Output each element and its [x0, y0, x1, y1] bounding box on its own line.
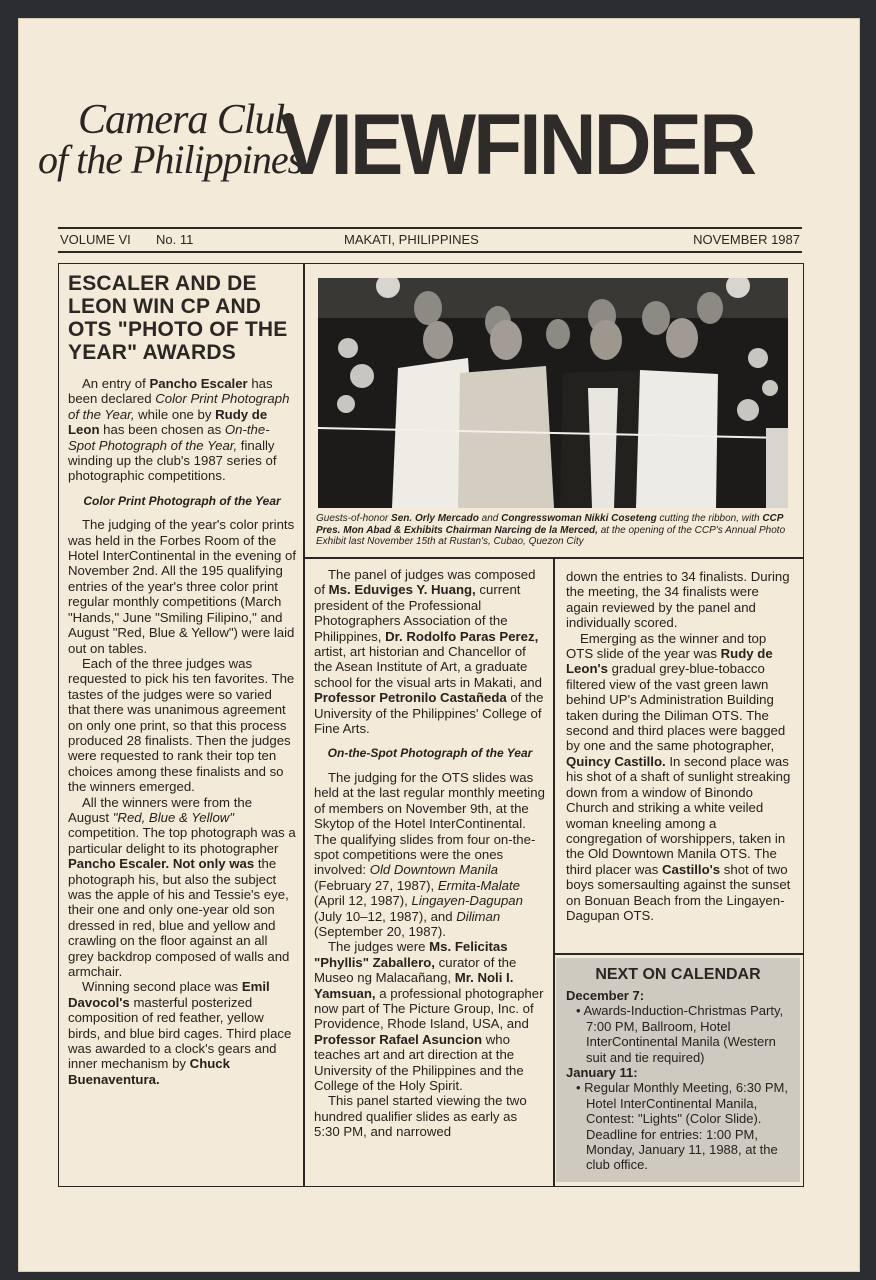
subhead-on-the-spot: On-the-Spot Photograph of the Year — [327, 746, 533, 761]
calendar-item: • Awards-Induction-Christmas Party, 7:00 PM, Ballroom, Hotel InterContinental Manila (Western suit and tie required) — [576, 1003, 784, 1065]
article-headline: ESCALER AND DE LEON WIN CP AND OTS "PHOTO OF THE YEAR" AWARDS — [68, 272, 288, 364]
issue-number: No. 11 — [156, 232, 194, 247]
calendar-date: January 11: — [566, 1065, 638, 1081]
club-logo — [38, 97, 303, 182]
issue-place: MAKATI, PHILIPPINES — [344, 232, 479, 247]
ribbon-cutting-photo — [318, 278, 788, 508]
club-name-line2: of the Philippines — [38, 137, 303, 182]
club-name-line1: Camera Club — [78, 97, 295, 143]
photo-caption: Guests-of-honor Sen. Orly Mercado and Congresswoman Nikki Coseteng cutting the ribbon, with CCP Pres. Mon Abad & Exhibits Chairman Narcing de la Merced, at the opening of the CCP's Annual Photo Exhibit last November 15th at Rustan's, Cubao, Quezon City — [316, 513, 786, 547]
paragraph: Emerging as the winner and top OTS slide of the year was Rudy de Leon's gradual grey-blue-tobacco filtered view of the vast green lawn behind UP's Administration Building taken during the Diliman OTS. The second and third places were bagged by one and the same photographer, Quincy Castillo. In second place was his shot of a shaft of sunlight streaking down from a window of Binondo Church and striking a white veiled woman kneeling among a congregation of worshippers, taken in the Old Downtown Manila OTS. The third placer was Castillo's shot of two boys somersaulting against the sunset on Bonuan Beach from the Lingayen-Dagupan OTS. — [566, 630, 791, 923]
left-column — [68, 272, 296, 1087]
paragraph: The panel of judges was composed of Ms. Eduviges Y. Huang, current president of the Professional Photographers Association of the Philippines, Dr. Rodolfo Paras Perez, artist, art historian and Chancellor of the Asean Institute of Art, a graduate school for the visual arts in Makati, and Professor Petronilo Castañeda of the University of the Philippines' College of Fine Arts. — [314, 567, 544, 737]
paragraph: down the entries to 34 finalists. During the meeting, the 34 finalists were again reviewed by the panel and individually scored. — [566, 569, 790, 631]
issue-volume: VOLUME VI — [60, 232, 131, 247]
calendar-body — [556, 984, 800, 1173]
right-column — [566, 569, 794, 923]
paragraph: This panel started viewing the two hundred qualifier slides as early as 5:30 PM, and narrowed — [314, 1093, 527, 1140]
middle-column — [314, 567, 546, 1140]
masthead-rule-bottom — [58, 251, 802, 253]
paragraph: The judges were Ms. Felicitas "Phyllis" Zaballero, curator of the Museo ng Malacañang, Mr. Noli I. Yamsuan, a professional photographer now part of The Picture Group, Inc. of Providence, Rhode Island, USA, and Professor Rafael Asuncion who teaches art and art direction at the University of the Philippines and the College of the Holy Spirit. — [314, 939, 544, 1093]
issue-line — [58, 232, 802, 250]
paragraph: All the winners were from the August "Red, Blue & Yellow" competition. The top photograph was a particular delight to its photographer Pancho Escaler. Not only was the photograph his, but also the subject was the apple of his and Tessie's eye, their one and only one-year old son dressed in red, blue and yellow and crawling on the floor against an all grey backdrop composed of walls and armchair. — [68, 794, 296, 980]
calendar-date: December 7: — [566, 988, 645, 1003]
calendar-title: NEXT ON CALENDAR — [595, 966, 761, 983]
paragraph: The judging for the OTS slides was held at the last regular monthly meeting of members on November 9th, at the Skytop of the Hotel InterContinental. The qualifying slides from four on-the-spot competitions were the ones involved: Old Downtown Manila (February 27, 1987), Ermita-Malate (April 12, 1987), Lingayen-Dagupan (July 10–12, 1987), and Diliman (September 20, 1987). — [314, 769, 545, 939]
subhead-color-print: Color Print Photograph of the Year — [83, 493, 281, 508]
paragraph: Each of the three judges was requested to pick his ten favorites. The tastes of the judges were so varied that there was unanimous agreement on only one print, so that this process produced 28 finalists. Then the judges were requested to rank their top ten choices among these finalists and so the winners emerged. — [68, 655, 295, 795]
masthead-rule-top — [58, 227, 802, 229]
intro-paragraph: An entry of Pancho Escaler has been declared Color Print Photograph of the Year, while one by Rudy de Leon has been chosen as On-the-Spot Photograph of the Year, finally winding up the club's 1987 series of photographic competitions. — [68, 376, 290, 484]
calendar-item: • Regular Monthly Meeting, 6:30 PM, Hotel InterContinental Manila, Contest: "Lights" (Color Slide). Deadline for entries: 1:00 PM, Monday, January 11, 1988, at the club office. — [576, 1080, 788, 1173]
paragraph: Winning second place was Emil Davocol's masterful posterized composition of red feather, yellow birds, and blue bird cages. Third place was awarded to a clock's gears and inner mechanism by Chuck Buenaventura. — [68, 979, 292, 1087]
paragraph: The judging of the year's color prints was held in the Forbes Room of the Hotel InterContinental in the evening of November 2nd. All the 195 qualifying entries of the year's three color print regular monthly competitions (March "Hands," June "Smiling Filipino," and August "Red, Blue & Yellow") were laid out on tables. — [68, 517, 296, 656]
photo-illustration — [318, 278, 788, 508]
issue-date: NOVEMBER 1987 — [693, 232, 800, 247]
newsletter-title: VIEWFINDER — [280, 97, 755, 193]
calendar-box — [556, 958, 800, 1182]
masthead — [28, 92, 818, 202]
